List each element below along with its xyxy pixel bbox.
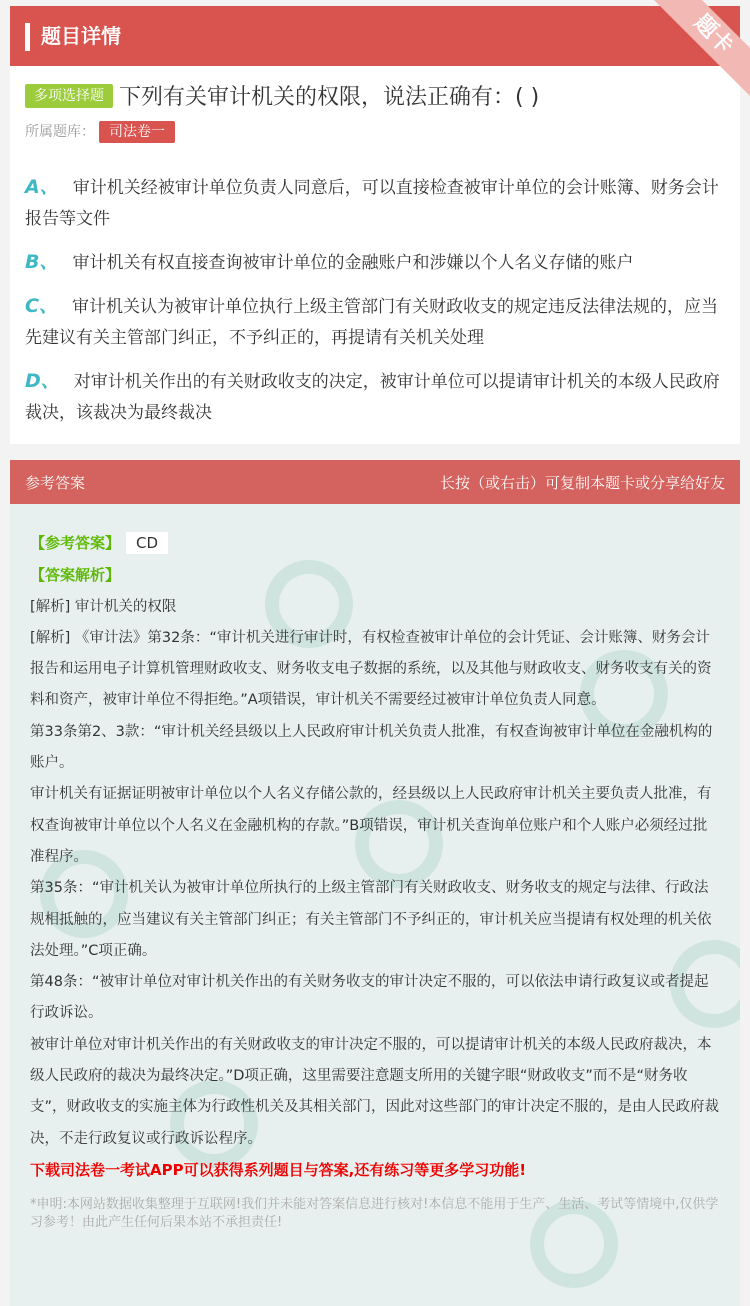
page-title: 题目详情 bbox=[41, 24, 121, 48]
disclaimer: *申明:本网站数据收集整理于互联网!我们并未能对答案信息进行核对!本信息不能用于生产、生活、考试等情境中,仅供学习参考！由此产生任何后果本站不承担责任! bbox=[30, 1197, 719, 1231]
option-text: 对审计机关作出的有关财政收支的决定，被审计单位可以提请审计机关的本级人民政府裁决，该裁决为最终裁决 bbox=[25, 372, 720, 423]
reference-answer-value: CD bbox=[126, 532, 168, 554]
option-b[interactable] bbox=[25, 247, 725, 279]
reference-answer-label: 【参考答案】 bbox=[30, 534, 121, 552]
option-text: 审计机关有权直接查询被审计单位的金融账户和涉嫌以个人名义存储的账户 bbox=[72, 253, 634, 273]
option-a[interactable] bbox=[25, 172, 725, 235]
answer-body bbox=[30, 528, 720, 1232]
page-header bbox=[10, 6, 740, 66]
header-accent-bar bbox=[25, 23, 30, 51]
app-promo-link[interactable]: 下载司法卷一考试APP可以获得系列题目与答案,还有练习等更多学习功能! bbox=[30, 1160, 527, 1179]
bank-tag[interactable]: 司法卷一 bbox=[99, 121, 175, 143]
option-letter: D、 bbox=[25, 370, 60, 392]
option-letter: A、 bbox=[25, 176, 59, 198]
answer-panel bbox=[10, 460, 740, 1306]
analysis-paragraph: 被审计单位对审计机关作出的有关财政收支的审计决定不服的，可以提请审计机关的本级人民政府裁决，本级人民政府的裁决为最终决定。”D项正确，这里需要注意题支所用的关键字眼“财政收支”而不是“财务收支”，财政收支的实施主体为行政性机关及其相关部门，因此对这些部门的审计决定不服的，是由人民政府裁决，不走行政复议或行政诉讼程序。 bbox=[30, 1036, 720, 1147]
option-letter: C、 bbox=[25, 295, 58, 317]
answer-header bbox=[10, 460, 740, 504]
ribbon-label: 题卡 bbox=[648, 0, 750, 100]
question-type-tag: 多项选择题 bbox=[25, 84, 113, 108]
analysis-paragraph: [解析] 审计机关的权限 bbox=[30, 598, 177, 615]
option-d[interactable] bbox=[25, 366, 725, 429]
analysis-paragraph: 第33条第2、3款：“审计机关经县级以上人民政府审计机关负责人批准，有权查询被审计单位在金融机构的账户。 bbox=[30, 723, 713, 772]
question-row bbox=[25, 80, 725, 111]
analysis-paragraph: 第35条：“审计机关认为被审计单位所执行的上级主管部门有关财政收支、财务收支的规定与法律、行政法规相抵触的，应当建议有关主管部门纠正；有关主管部门不予纠正的，审计机关应当提请有权处理的机关依法处理。”C项正确。 bbox=[30, 880, 712, 959]
bank-row bbox=[25, 121, 175, 143]
option-c[interactable] bbox=[25, 291, 725, 354]
reference-answer-row bbox=[30, 528, 720, 560]
copy-share-hint[interactable]: 长按（或右击）可复制本题卡或分享给好友 bbox=[439, 474, 725, 492]
analysis-paragraph: [解析] 《审计法》第32条：“审计机关进行审计时，有权检查被审计单位的会计凭证、会计账簿、财务会计报告和运用电子计算机管理财政收支、财务收支电子数据的系统，以及其他与财政收支、财务收支有关的资料和资产，被审计单位不得拒绝。”A项错误，审计机关不需要经过被审计单位负责人同意。 bbox=[30, 629, 712, 709]
option-text: 审计机关认为被审计单位执行上级主管部门有关财政收支的规定违反法律法规的，应当先建议有关主管部门纠正，不予纠正的，再提请有关机关处理 bbox=[25, 297, 718, 348]
bank-label: 所属题库： bbox=[25, 124, 95, 140]
answer-header-title: 参考答案 bbox=[25, 474, 86, 492]
analysis-label: 【答案解析】 bbox=[30, 566, 121, 585]
analysis-paragraph: 审计机关有证据证明被审计单位以个人名义存储公款的，经县级以上人民政府审计机关主要负责人批准，有权查询被审计单位以个人名义在金融机构的存款。”B项错误，审计机关查询单位账户和个人账户必须经过批准程序。 bbox=[30, 786, 712, 865]
question-text: 下列有关审计机关的权限，说法正确有：( ) bbox=[119, 85, 540, 110]
option-text: 审计机关经被审计单位负责人同意后，可以直接检查被审计单位的会计账簿、财务会计报告等文件 bbox=[25, 178, 719, 229]
option-letter: B、 bbox=[25, 251, 59, 273]
analysis-paragraph: 第48条：“被审计单位对审计机关作出的有关财务收支的审计决定不服的，可以依法申请行政复议或者提起行政诉讼。 bbox=[30, 974, 709, 1022]
